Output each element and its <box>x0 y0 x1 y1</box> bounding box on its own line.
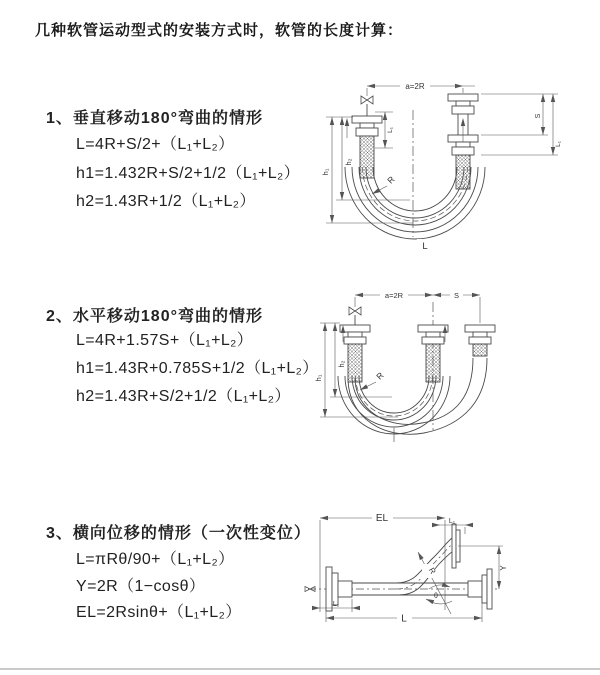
dim-label-s: S <box>535 113 542 119</box>
dim-label-r: R <box>426 566 438 576</box>
section-3-formula-l: L=πRθ/90+（L₁+L₂） <box>76 551 235 568</box>
braided-hose-section <box>360 136 374 178</box>
dim-label-h2: h₂ <box>344 158 353 166</box>
braided-hose-section <box>348 344 362 382</box>
section-1-formula-l: L=4R+S/2+（L₁+L₂） <box>76 136 235 153</box>
diagram-horizontal-180-bend <box>310 278 600 463</box>
dim-label-l: L <box>401 613 407 625</box>
dim-label-h2: h₂ <box>337 360 346 368</box>
dimension-r <box>371 174 397 196</box>
dimension-l <box>326 599 482 625</box>
section-1-heading: 1、垂直移动180°弯曲的情形 <box>46 110 263 127</box>
section-3-heading: 3、横向位移的情形（一次性变位） <box>46 525 311 542</box>
dimension-theta <box>425 583 452 605</box>
dim-label-r: R <box>374 370 386 382</box>
section-2-formula-h1: h1=1.43R+0.785S+1/2（L₁+L₂） <box>76 360 319 377</box>
dimension-l1-bottom <box>312 599 360 612</box>
section-2-formula-h2: h2=1.43R+S/2+1/2（L₁+L₂） <box>76 388 291 405</box>
right-flange <box>468 569 492 609</box>
dim-label-a2r: a=2R <box>384 290 404 300</box>
dim-label-a2r: a=2R <box>405 82 425 91</box>
dimension-r <box>416 551 451 614</box>
document-title: 几种软管运动型式的安装方式时，软管的长度计算： <box>35 22 404 39</box>
right-pipe-fitting <box>465 325 495 356</box>
dimension-r <box>359 370 386 392</box>
dimension-h1 <box>321 117 334 223</box>
dimension-h1 <box>314 323 327 417</box>
valve-icon <box>349 307 361 325</box>
dim-label-s: S <box>453 290 460 300</box>
diagram-vertical-180-bend <box>315 72 595 262</box>
middle-pipe-fitting <box>418 325 448 382</box>
dim-label-l1-right: L₁ <box>555 141 562 147</box>
dim-label-l: L <box>422 241 428 252</box>
section-3-formula-el: EL=2Rsinθ+（L₁+L₂） <box>76 604 242 621</box>
dim-label-l1-top: L₁ <box>448 518 456 525</box>
left-pipe-fitting <box>352 116 382 178</box>
left-pipe-fitting <box>340 325 370 382</box>
dim-label-l1-pipe: L₁ <box>387 127 394 133</box>
page-bottom-edge <box>0 668 600 670</box>
section-2-formula-l: L=4R+1.57S+（L₁+L₂） <box>76 332 254 349</box>
dim-label-el: EL <box>375 513 389 524</box>
section-2-heading: 2、水平移动180°弯曲的情形 <box>46 308 263 325</box>
hose-swept-position <box>348 358 487 434</box>
dim-label-theta: θ <box>434 593 438 600</box>
section-3-formula-y: Y=2R（1−cosθ） <box>76 578 206 595</box>
dimension-l1-right <box>551 94 562 155</box>
section-1-formula-h1: h1=1.432R+S/2+1/2（L₁+L₂） <box>76 165 301 182</box>
dim-label-y: Y <box>499 565 508 571</box>
dimension-a2r <box>355 291 480 324</box>
hose-s-curve <box>352 538 452 595</box>
dim-label-l1-bottom: L₁ <box>332 601 340 608</box>
valve-icon <box>361 96 373 116</box>
dim-label-r: R <box>385 174 397 186</box>
section-1-formula-h2: h2=1.43R+1/2（L₁+L₂） <box>76 193 256 210</box>
braided-hose-section <box>473 344 487 356</box>
dim-label-h1: h₁ <box>314 374 323 382</box>
braided-hose-section <box>456 155 470 189</box>
dimension-l <box>417 239 433 252</box>
dim-label-h1: h₁ <box>321 168 330 176</box>
dimension-s <box>481 94 558 155</box>
braided-hose-section <box>426 344 440 382</box>
diagram-lateral-displacement <box>300 498 600 648</box>
